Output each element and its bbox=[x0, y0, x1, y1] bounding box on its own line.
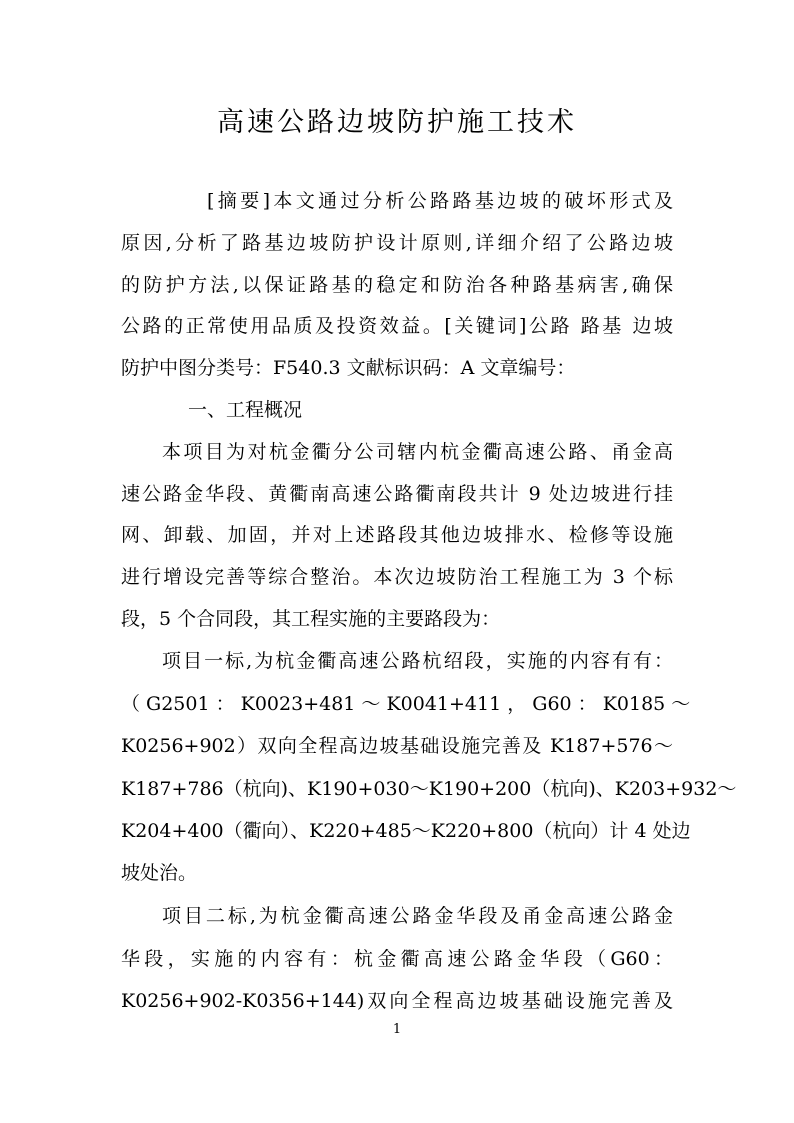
paragraph-line: 速公路金华段、黄衢南高速公路衢南段共计 9 处边坡进行挂 bbox=[121, 483, 673, 505]
paragraph-line: K0256+902）双向全程高边坡基础设施完善及 K187+576～ bbox=[121, 735, 673, 757]
paragraph-line: K204+400（衢向）、K220+485～K220+800（杭向）计 4 处边 bbox=[121, 820, 691, 842]
paragraph-line: 项目一标,为杭金衢高速公路杭绍段，实施的内容有有： bbox=[162, 650, 673, 672]
paragraph-line: 段，5 个合同段，其工程实施的主要路段为： bbox=[121, 608, 501, 630]
abstract-line: 原因,分析了路基边坡防护设计原则,详细介绍了公路边坡 bbox=[121, 232, 673, 254]
page-number: 1 bbox=[392, 1022, 402, 1037]
paragraph-line: K187+786（杭向)、K190+030～K190+200（杭向)、K203+932～ bbox=[121, 778, 737, 800]
abstract-line: 防护中图分类号：F540.3 文献标识码：A 文章编号： bbox=[121, 357, 576, 379]
paragraph-line: 网、卸载、加固，并对上述路段其他边坡排水、检修等设施 bbox=[121, 524, 673, 546]
abstract-line: 公路的正常使用品质及投资效益。[关键词]公路 路基 边坡 bbox=[121, 315, 673, 337]
section-heading: 一、工程概况 bbox=[188, 399, 303, 421]
paragraph-line: 华段，实施的内容有：杭金衢高速公路金华段（G60： bbox=[121, 948, 673, 970]
abstract-line: [摘要]本文通过分析公路路基边坡的破坏形式及 bbox=[207, 190, 673, 212]
page-title: 高速公路边坡防护施工技术 bbox=[217, 107, 577, 138]
paragraph-line: （ G2501 ： K0023+481 ～ K0041+411 ， G60 ： K0185 ～ bbox=[121, 693, 691, 715]
paragraph-line: 进行增设完善等综合整治。本次边坡防治工程施工为 3 个标 bbox=[121, 566, 673, 588]
paragraph-line: K0256+902-K0356+144)双向全程高边坡基础设施完善及 bbox=[121, 990, 673, 1012]
paragraph-line: 项目二标,为杭金衢高速公路金华段及甬金高速公路金 bbox=[162, 905, 673, 927]
abstract-line: 的防护方法,以保证路基的稳定和防治各种路基病害,确保 bbox=[121, 274, 673, 296]
paragraph-line: 坡处治。 bbox=[121, 862, 198, 884]
paragraph-line: 本项目为对杭金衢分公司辖内杭金衢高速公路、甬金高 bbox=[162, 441, 673, 463]
